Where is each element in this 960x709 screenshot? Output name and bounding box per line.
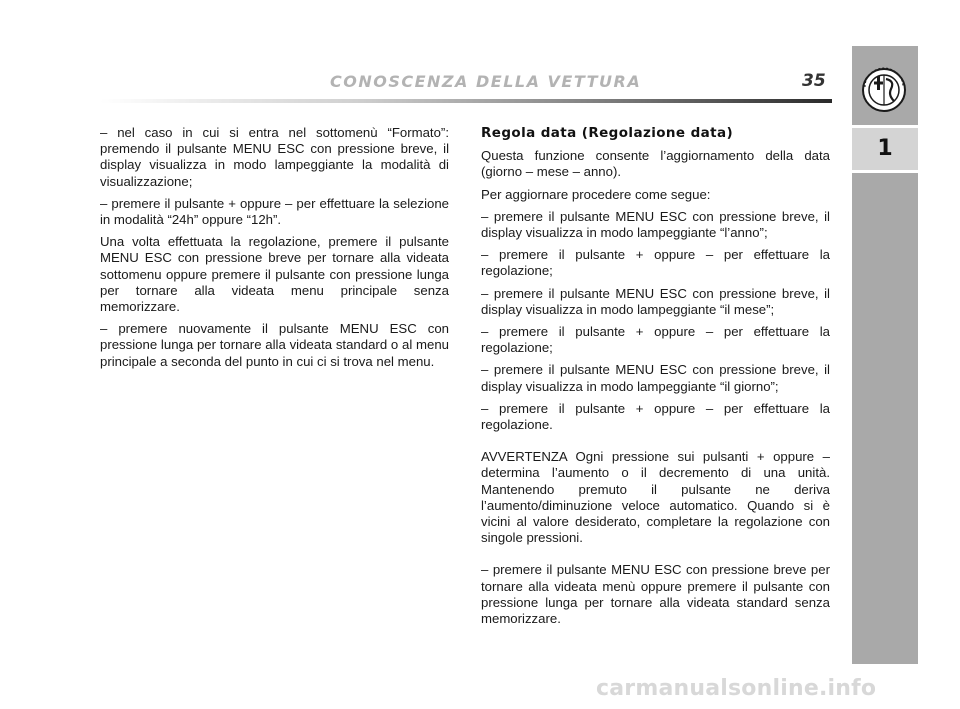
alfa-romeo-badge-icon	[861, 67, 907, 113]
header-divider	[100, 99, 832, 103]
page-number: 35	[802, 71, 826, 91]
paragraph: – premere il pulsante + oppure – per effettuare la selezione in modalità “24h” oppure “12h”.	[100, 195, 449, 228]
paragraph: Questa funzione consente l’aggiornamento della data (giorno – mese – anno).	[481, 148, 830, 180]
paragraph: – premere il pulsante MENU ESC con pressione breve, il display visualizza in modo lampeggiante “l’anno”;	[481, 208, 830, 241]
warning-note: AVVERTENZA Ogni pressione sui pulsanti + oppure – determina l’aumento o il decremento di una unità. Mantenendo premuto il pulsante ne deriva l’aumento/diminuzione veloce automatico. Quando si è vicini al valore desiderato, completare la regolazione con singole pressioni.	[481, 449, 830, 546]
section-heading: Regola data (Regolazione data)	[481, 125, 734, 141]
paragraph: Per aggiornare procedere come segue:	[481, 186, 711, 202]
paragraph: – premere il pulsante + oppure – per effettuare la regolazione.	[481, 400, 830, 433]
watermark: carmanualsonline.info	[596, 676, 877, 701]
paragraph: Una volta effettuata la regolazione, premere il pulsante MENU ESC con pressione breve per tornare alla videata sottomenu oppure premere il pulsante con pressione lunga per tornare alla videata menu principale senza memorizzare.	[100, 234, 449, 315]
section-title: CONOSCENZA DELLA VETTURA	[330, 72, 642, 91]
chapter-number: 1	[877, 136, 893, 161]
left-column	[100, 125, 449, 376]
paragraph: – premere nuovamente il pulsante MENU ESC con pressione lunga per tornare alla videata standard o al menu principale a seconda del punto in cui ci si trova nel menu.	[100, 321, 449, 369]
paragraph: – premere il pulsante MENU ESC con pressione breve, il display visualizza in modo lampeggiante “il giorno”;	[481, 362, 830, 394]
paragraph: – premere il pulsante MENU ESC con pressione breve, il display visualizza in modo lampeggiante “il mese”;	[481, 285, 830, 317]
right-column	[481, 125, 830, 633]
paragraph: – premere il pulsante MENU ESC con pressione breve per tornare alla videata menù oppure premere il pulsante con pressione lunga per tornare alla videata standard senza memorizzare.	[481, 562, 830, 627]
paragraph: – nel caso in cui si entra nel sottomenù “Formato”: premendo il pulsante MENU ESC con pressione breve, il display visualizza in modo lampeggiante la modalità di visualizzazione;	[100, 125, 449, 189]
sidebar-separator	[852, 170, 918, 173]
paragraph: – premere il pulsante + oppure – per effettuare la regolazione;	[481, 247, 830, 279]
paragraph: – premere il pulsante + oppure – per effettuare la regolazione;	[481, 324, 830, 356]
